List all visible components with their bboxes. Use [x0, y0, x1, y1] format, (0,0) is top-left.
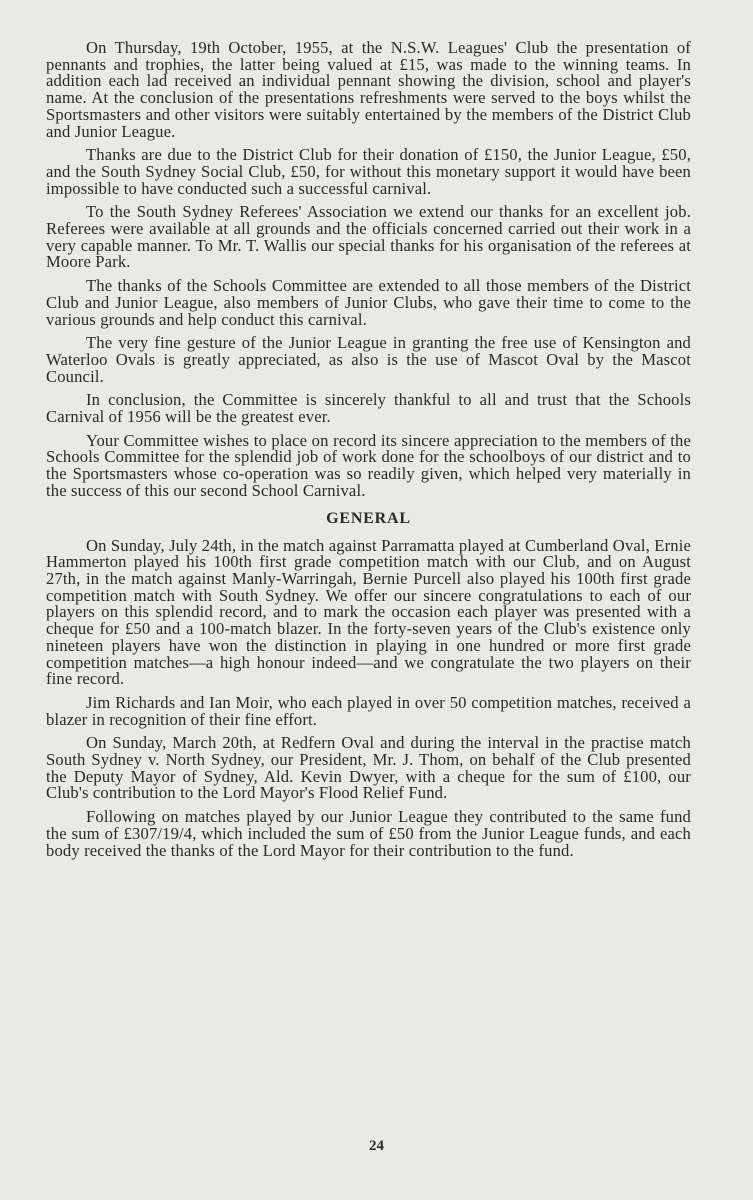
paragraph-ovals: The very fine gesture of the Junior League in granting the free use of Kensington and Waterloo Ovals is greatly appreciated, as also is the use of Mascot Oval by the Mascot Council. [46, 333, 691, 386]
paragraph-junior-league-fund: Following on matches played by our Junior League they contributed to the same fund the sum of £307/19/4, which included the sum of £50 from the Junior League funds, and each body received the thanks of the Lord Mayor for their contribution to the fund. [46, 807, 691, 860]
paragraph-appreciation: Your Committee wishes to place on record its sincere appreciation to the members of the Schools Committee for the splendid job of work done for the schoolboys of our district and to the Sportsmasters whose co-operation was so readily given, which helped very materially in the success of this our second School Carnival. [46, 430, 691, 500]
paragraph-100th-match: On Sunday, July 24th, in the match against Parramatta played at Cumberland Oval, Ernie Hammerton played his 100th first grade competition match with our Club, and on August 27th, in the match against Manly-Warringah, Bernie Purcell also played his 100th first grade competition match with South Sydney. We offer our sincere congratulations to each of our players on this splendid record, and to mark the occasion each player was presented with a cheque for £50 and a 100-match blazer. In the forty-seven years of the Club's existence only nineteen players have won the distinction in playing in one hundred or more first grade competition matches—a high honour indeed—and we congratulate the two players on their fine record. [46, 535, 691, 689]
paragraph-flood-relief: On Sunday, March 20th, at Redfern Oval and during the interval in the practise match South Sydney v. North Sydney, our President, Mr. J. Thom, on behalf of the Club presented the Deputy Mayor of Sydney, Ald. Kevin Dwyer, with a cheque for the sum of £100, our Club's contribution to the Lord Mayor's Flood Relief Fund. [46, 733, 691, 803]
paragraph-committee-thanks: The thanks of the Schools Committee are extended to all those members of the District Club and Junior League, also members of Junior Clubs, who gave their time to come to the various grounds and help conduct this carnival. [46, 276, 691, 329]
paragraph-conclusion: In conclusion, the Committee is sincerely thankful to all and trust that the Schools Carnival of 1956 will be the greatest ever. [46, 390, 691, 427]
paragraph-referees: To the South Sydney Referees' Association we extend our thanks for an excellent job. Referees were available at all grounds and the officials concerned carried out their work in a very capable manner. To Mr. T. Wallis our special thanks for his organisation of the referees at Moore Park. [46, 202, 691, 272]
paragraph-blazers: Jim Richards and Ian Moir, who each played in over 50 competition matches, received a blazer in recognition of their fine effort. [46, 692, 691, 729]
section-heading-general: GENERAL [326, 509, 411, 527]
paragraph-donations: Thanks are due to the District Club for their donation of £150, the Junior League, £50, and the South Sydney Social Club, £50, for without this monetary support it would have been impossible to have conducted such a successful carnival. [46, 145, 691, 198]
page-number: 24 [369, 1138, 384, 1154]
paragraph-presentation: On Thursday, 19th October, 1955, at the N.S.W. Leagues' Club the presentation of pennants and trophies, the latter being valued at £15, was made to the winning teams. In addition each lad received an individual pennant showing the division, school and player's name. At the conclusion of the presentations refreshments were served to the boys whilst the Sportsmasters and other visitors were suitably entertained by the members of the District Club and Junior League. [46, 38, 691, 141]
